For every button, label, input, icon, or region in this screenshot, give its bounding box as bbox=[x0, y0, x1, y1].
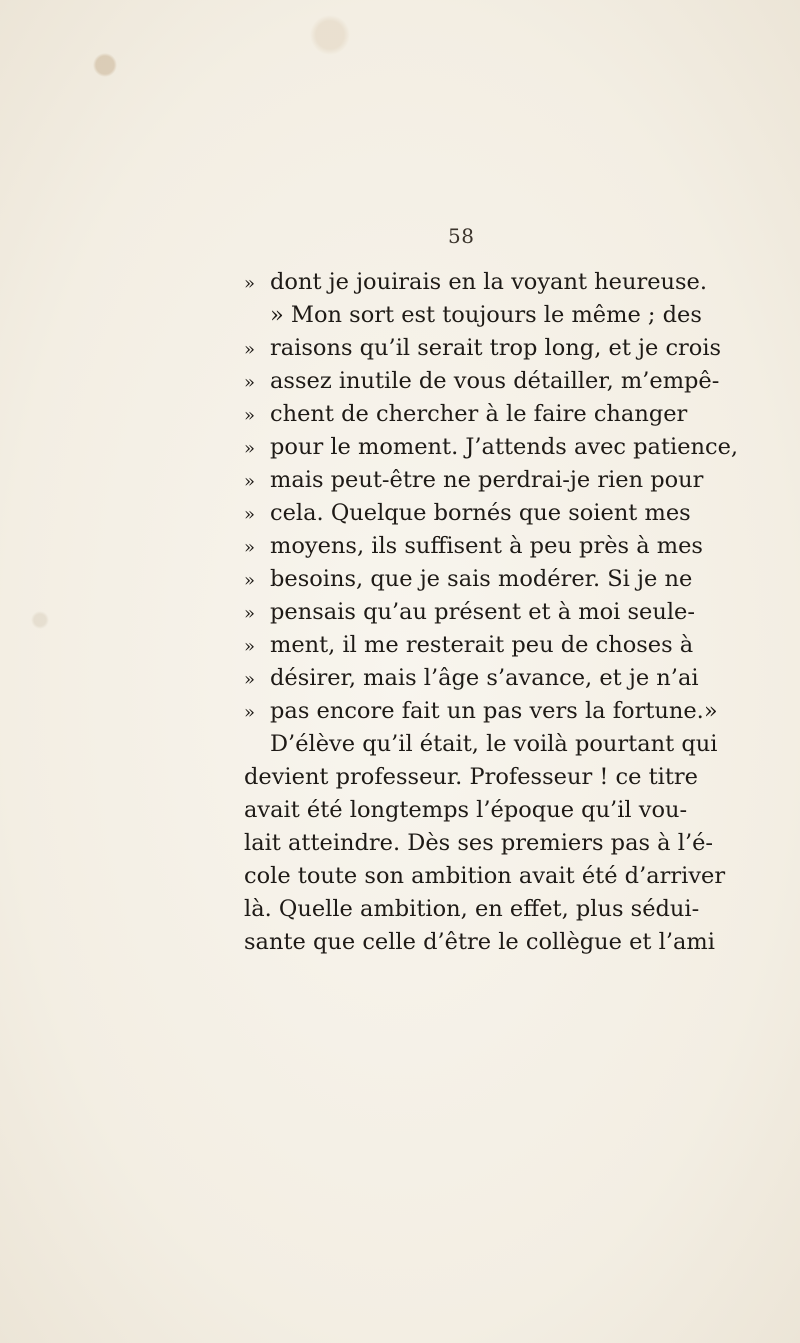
line-text: besoins, que je sais modérer. Si je ne bbox=[270, 566, 693, 592]
text-line bbox=[244, 596, 695, 629]
line-text: raisons qu’il serait trop long, et je crois bbox=[270, 335, 722, 361]
text-line bbox=[244, 926, 715, 959]
quote-marker: » bbox=[244, 702, 256, 723]
quote-marker: » bbox=[244, 438, 256, 459]
line-text: moyens, ils suffisent à peu près à mes bbox=[270, 533, 703, 559]
quote-marker: » bbox=[244, 537, 256, 558]
page-number: 58 bbox=[448, 224, 475, 248]
line-text: sante que celle d’être le collègue et l’ami bbox=[244, 929, 715, 955]
quote-marker: » bbox=[244, 339, 256, 360]
line-text: assez inutile de vous détailler, m’empê- bbox=[270, 368, 720, 394]
line-text: cole toute son ambition avait été d’arriver bbox=[244, 863, 726, 889]
quote-marker: » bbox=[244, 603, 256, 624]
line-text: » Mon sort est toujours le même ; des bbox=[270, 302, 702, 328]
text-line bbox=[244, 695, 718, 728]
quote-marker: » bbox=[244, 669, 256, 690]
text-line bbox=[244, 464, 704, 497]
text-line bbox=[244, 332, 722, 365]
quote-marker: » bbox=[244, 405, 256, 426]
line-text: mais peut-être ne perdrai-je rien pour bbox=[270, 467, 704, 493]
line-text: désirer, mais l’âge s’avance, et je n’ai bbox=[270, 665, 699, 691]
line-text: pour le moment. J’attends avec patience, bbox=[270, 434, 739, 460]
line-text: D’élève qu’il était, le voilà pourtant qui bbox=[270, 731, 718, 757]
text-line bbox=[244, 266, 708, 299]
line-text: pensais qu’au présent et à moi seule- bbox=[270, 599, 695, 625]
line-text: avait été longtemps l’époque qu’il vou- bbox=[244, 797, 688, 823]
text-line bbox=[244, 662, 699, 695]
text-line bbox=[244, 860, 726, 893]
line-text: cela. Quelque bornés que soient mes bbox=[270, 500, 691, 526]
text-line bbox=[244, 365, 720, 398]
quote-marker: » bbox=[244, 570, 256, 591]
text-line bbox=[244, 299, 702, 332]
line-text: ment, il me resterait peu de choses à bbox=[270, 632, 694, 658]
quote-marker: » bbox=[244, 273, 256, 294]
text-line bbox=[244, 629, 694, 662]
text-line bbox=[244, 761, 698, 794]
body-text bbox=[244, 266, 739, 959]
line-text: lait atteindre. Dès ses premiers pas à l’é- bbox=[244, 830, 714, 856]
text-line bbox=[244, 893, 700, 926]
text-line bbox=[244, 398, 688, 431]
quote-marker: » bbox=[244, 372, 256, 393]
line-text: là. Quelle ambition, en effet, plus sédui- bbox=[244, 896, 700, 922]
text-line bbox=[244, 794, 688, 827]
text-line bbox=[244, 497, 691, 530]
text-line bbox=[244, 563, 693, 596]
text-line bbox=[244, 728, 718, 761]
quote-marker: » bbox=[244, 471, 256, 492]
line-text: dont je jouirais en la voyant heureuse. bbox=[270, 269, 708, 295]
text-line bbox=[244, 431, 739, 464]
quote-marker: » bbox=[244, 636, 256, 657]
line-text: devient professeur. Professeur ! ce titre bbox=[244, 764, 698, 790]
text-line bbox=[244, 827, 714, 860]
quote-marker: » bbox=[244, 504, 256, 525]
line-text: pas encore fait un pas vers la fortune.» bbox=[270, 698, 718, 724]
line-text: chent de chercher à le faire changer bbox=[270, 401, 688, 427]
text-line bbox=[244, 530, 703, 563]
